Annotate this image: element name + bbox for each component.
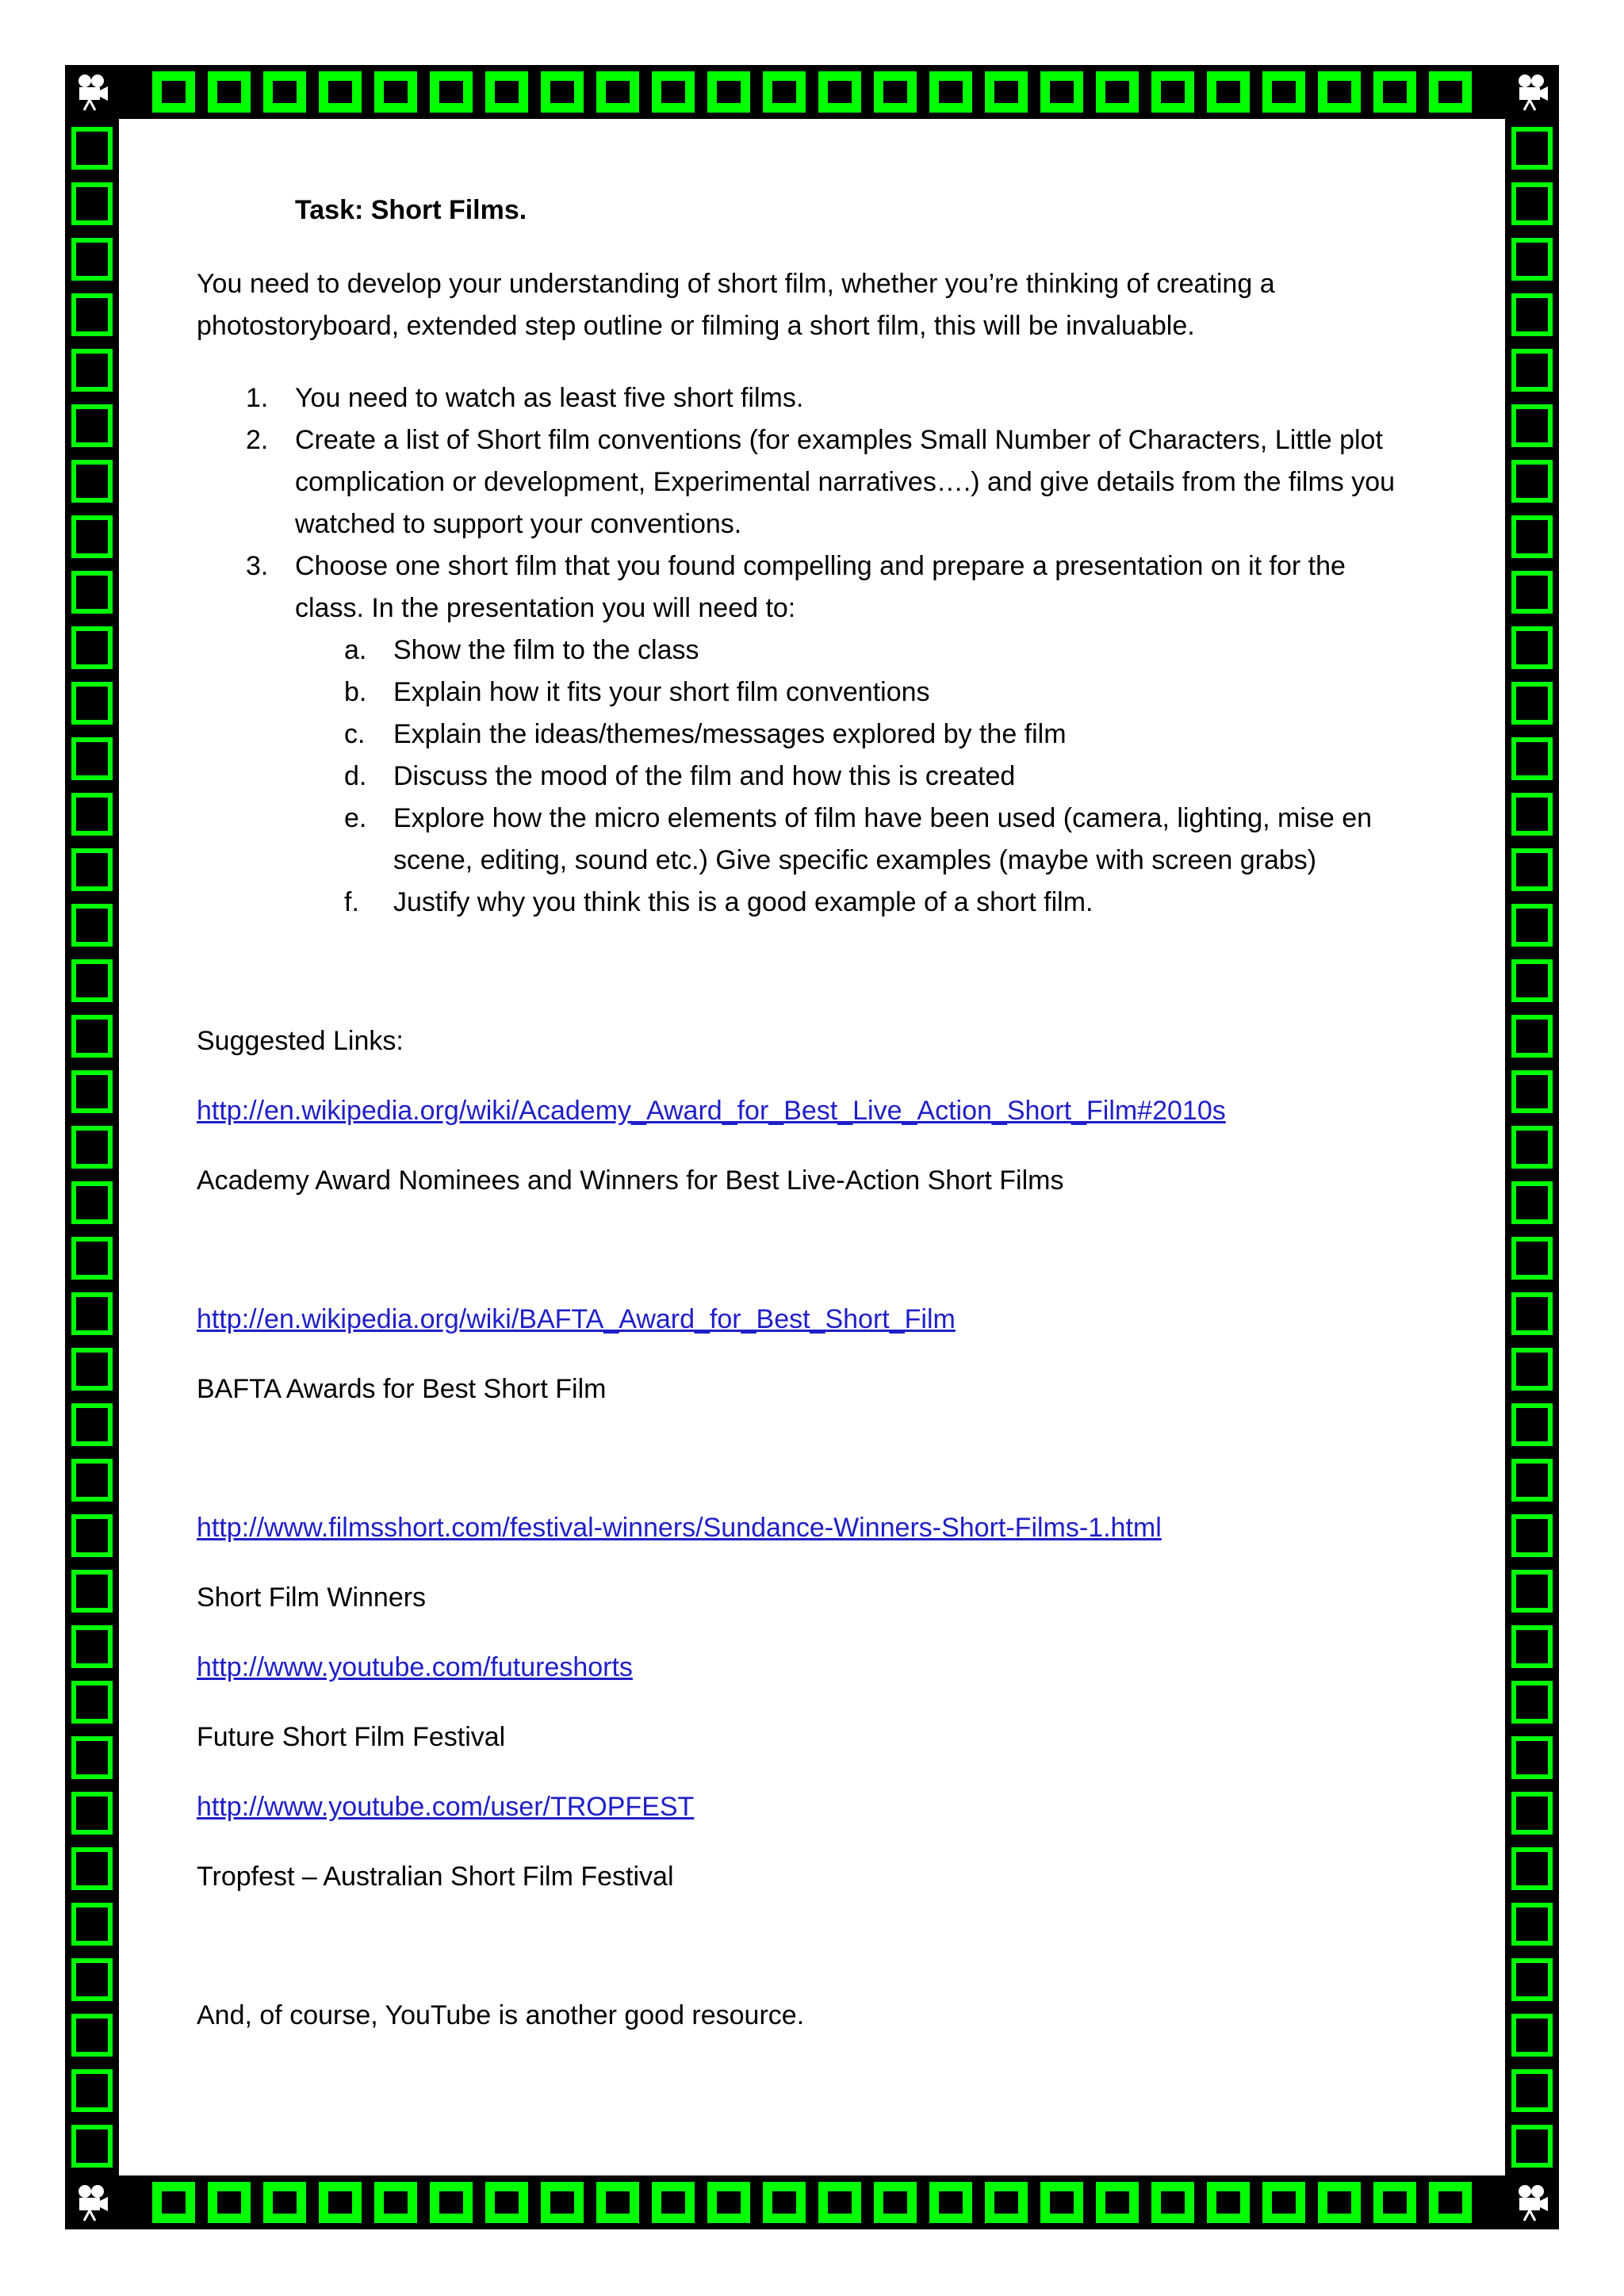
film-frame [1511, 959, 1553, 1002]
film-frame [71, 127, 113, 170]
step-number: 1. [246, 383, 269, 413]
film-frame [71, 682, 113, 725]
film-frame [1511, 1792, 1553, 1835]
film-frame [1373, 2182, 1416, 2223]
film-frame [263, 2182, 306, 2223]
film-frame [1511, 127, 1553, 170]
film-frame [1511, 737, 1553, 780]
film-frame [1511, 1847, 1553, 1890]
link-description: Academy Award Nominees and Winners for Best Live-Action Short Films [197, 1165, 1064, 1196]
film-frame [652, 2182, 695, 2223]
movie-camera-icon [1505, 2175, 1559, 2229]
link-description: BAFTA Awards for Best Short Film [197, 1374, 607, 1404]
step-number: 2. [246, 425, 269, 455]
film-frame [1207, 71, 1250, 113]
film-frame [1511, 571, 1553, 614]
film-frame [485, 2182, 528, 2223]
film-frame [1511, 238, 1553, 281]
substep-text: Justify why you think this is a good example of a short film. [393, 887, 1094, 917]
film-frame [71, 1403, 113, 1446]
substep-text: Explore how the micro elements of film have been used (camera, lighting, mise en scene, editing, sound etc.) Give specific examples (maybe with screen grabs) [393, 803, 1373, 875]
film-frame [71, 460, 113, 503]
film-frame [541, 2182, 584, 2223]
film-frame [208, 71, 251, 113]
film-frame [1511, 1681, 1553, 1724]
film-frame [1511, 1015, 1553, 1058]
film-strip-left [65, 119, 119, 2175]
film-frame [1096, 2182, 1139, 2223]
film-frame [1511, 1459, 1553, 1502]
film-frame [71, 1237, 113, 1280]
substep-text: Explain the ideas/themes/messages explored by the film [393, 719, 1067, 749]
link-academy-award[interactable]: http://en.wikipedia.org/wiki/Academy_Award_for_Best_Live_Action_Short_Film#2010s [197, 1096, 1226, 1126]
film-frame [1511, 2125, 1553, 2168]
film-frame [71, 959, 113, 1002]
film-frame [929, 71, 972, 113]
film-frame [1151, 71, 1194, 113]
step-number: 3. [246, 551, 269, 581]
film-frame [1511, 460, 1553, 503]
film-frame [71, 2125, 113, 2168]
link-futureshorts[interactable]: http://www.youtube.com/futureshorts [197, 1652, 633, 1682]
film-frame [1511, 1070, 1553, 1113]
film-frame [985, 71, 1028, 113]
film-frame [71, 626, 113, 669]
substep-text: Show the film to the class [393, 635, 699, 665]
film-frame [1511, 1514, 1553, 1557]
film-frame [374, 2182, 417, 2223]
film-frame [1511, 1570, 1553, 1613]
film-frame [874, 2182, 917, 2223]
film-frame [763, 71, 806, 113]
film-frame [71, 404, 113, 447]
film-frame [818, 71, 861, 113]
film-frame [430, 71, 473, 113]
film-frame [596, 2182, 639, 2223]
film-frame [1511, 1348, 1553, 1391]
film-frame [71, 1459, 113, 1502]
film-strip-bottom [119, 2175, 1505, 2229]
film-frame [208, 2182, 251, 2223]
movie-camera-icon [65, 2175, 119, 2229]
link-description: Future Short Film Festival [197, 1722, 506, 1752]
link-tropfest[interactable]: http://www.youtube.com/user/TROPFEST [197, 1792, 695, 1822]
intro-paragraph: You need to develop your understanding of short film, whether you’re thinking of creating a photostoryboard, extended step outline or filming a short film, this will be invaluable. [197, 269, 1275, 341]
step-text: Choose one short film that you found compelling and prepare a presentation on it for the class. In the presentation you will need to: [295, 551, 1346, 623]
film-frame [1511, 1958, 1553, 2001]
film-frame [1318, 71, 1361, 113]
film-frame [1262, 2182, 1305, 2223]
film-frame [1511, 1403, 1553, 1446]
film-frame [1511, 1126, 1553, 1169]
link-description: Short Film Winners [197, 1582, 427, 1613]
film-frame [1207, 2182, 1250, 2223]
closing-note: And, of course, YouTube is another good resource. [197, 2000, 805, 2030]
film-frame [596, 71, 639, 113]
page-title: Task: Short Films. [295, 195, 527, 225]
substep-text: Discuss the mood of the film and how this is created [393, 761, 1016, 791]
film-frame [71, 1625, 113, 1668]
film-frame [71, 1847, 113, 1890]
film-frame [71, 1348, 113, 1391]
film-frame [263, 71, 306, 113]
film-frame [1511, 293, 1553, 336]
substep-letter: d. [344, 761, 367, 791]
film-frame [71, 1070, 113, 1113]
film-frame [1511, 1292, 1553, 1335]
film-frame [71, 349, 113, 392]
film-frame [763, 2182, 806, 2223]
film-frame [1511, 404, 1553, 447]
film-frame [1262, 71, 1305, 113]
film-frame [1318, 2182, 1361, 2223]
film-frame [71, 793, 113, 836]
substep-text: Explain how it fits your short film conventions [393, 677, 930, 707]
film-frame [71, 238, 113, 281]
film-frame [1096, 71, 1139, 113]
film-frame [929, 2182, 972, 2223]
film-frame [374, 71, 417, 113]
link-description: Tropfest – Australian Short Film Festival [197, 1862, 674, 1892]
film-frame [71, 1181, 113, 1224]
film-frame [1511, 349, 1553, 392]
film-frame [1511, 515, 1553, 558]
film-frame [71, 2069, 113, 2112]
film-frame [71, 904, 113, 947]
substep-letter: a. [344, 635, 367, 665]
film-frame [71, 1736, 113, 1779]
film-frame [1040, 2182, 1083, 2223]
substep-letter: c. [344, 719, 366, 749]
links-heading: Suggested Links: [197, 1026, 404, 1056]
film-frame [1511, 682, 1553, 725]
film-frame [1511, 1625, 1553, 1668]
substep-letter: b. [344, 677, 367, 707]
film-frame [1511, 1736, 1553, 1779]
film-frame [71, 2014, 113, 2057]
film-frame [71, 737, 113, 780]
film-frame [71, 1126, 113, 1169]
film-frame [71, 515, 113, 558]
film-frame [71, 182, 113, 225]
film-frame [485, 71, 528, 113]
film-frame [71, 1514, 113, 1557]
film-frame [71, 1681, 113, 1724]
substep-letter: e. [344, 803, 367, 833]
film-strip-right [1505, 119, 1559, 2175]
film-frame [319, 2182, 362, 2223]
film-frame [71, 1292, 113, 1335]
film-frame [71, 848, 113, 891]
film-strip-top [119, 65, 1505, 119]
film-frame [1511, 1181, 1553, 1224]
film-frame [541, 71, 584, 113]
film-frame [71, 1903, 113, 1946]
film-frame [1511, 2014, 1553, 2057]
substep-letter: f. [344, 887, 359, 917]
film-frame [985, 2182, 1028, 2223]
film-frame [1151, 2182, 1194, 2223]
film-frame [652, 71, 695, 113]
film-frame [1511, 848, 1553, 891]
step-text: You need to watch as least five short films. [295, 383, 804, 413]
film-frame [707, 2182, 750, 2223]
film-frame [1511, 1237, 1553, 1280]
film-frame [1511, 1903, 1553, 1946]
film-frame [319, 71, 362, 113]
movie-camera-icon [1505, 65, 1559, 119]
film-frame [430, 2182, 473, 2223]
film-frame [874, 71, 917, 113]
link-filmsshort[interactable]: http://www.filmsshort.com/festival-winners/Sundance-Winners-Short-Films-1.html [197, 1513, 1162, 1543]
film-frame [1511, 2069, 1553, 2112]
film-frame [71, 571, 113, 614]
film-frame [1511, 793, 1553, 836]
film-frame [71, 1570, 113, 1613]
film-frame [707, 71, 750, 113]
film-frame [818, 2182, 861, 2223]
film-frame [1511, 904, 1553, 947]
step-text: Create a list of Short film conventions (for examples Small Number of Characters, Little plot complication or development, Experimental narratives….) and give details from the films you watched to support your conventions. [295, 425, 1396, 539]
film-frame [1511, 626, 1553, 669]
film-frame [71, 293, 113, 336]
film-frame [1373, 71, 1416, 113]
film-frame [1040, 71, 1083, 113]
film-frame [71, 1792, 113, 1835]
film-frame [1511, 182, 1553, 225]
film-frame [71, 1958, 113, 2001]
film-frame [152, 71, 195, 113]
film-frame [1429, 2182, 1472, 2223]
film-frame [152, 2182, 195, 2223]
film-frame [71, 1015, 113, 1058]
movie-camera-icon [65, 65, 119, 119]
film-frame [1429, 71, 1472, 113]
link-bafta-award[interactable]: http://en.wikipedia.org/wiki/BAFTA_Award_for_Best_Short_Film [197, 1304, 956, 1334]
